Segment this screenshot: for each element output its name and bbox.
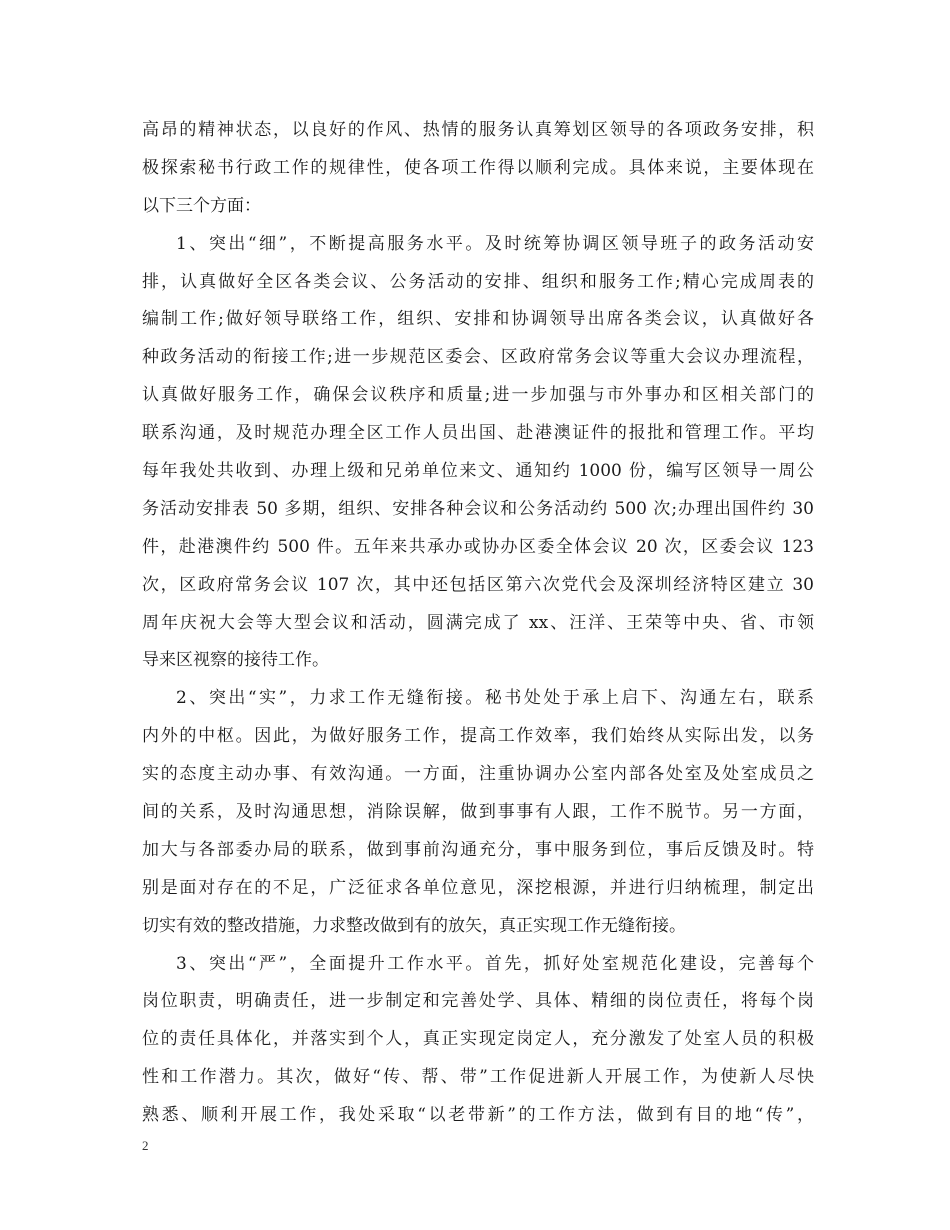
text-line: 以下三个方面： [142,195,261,216]
text-line: 周年庆祝大会等大型会议和活动，圆满完成了 xx、汪洋、王荣等中央、省、市领 [142,612,814,633]
text-line: 认真做好服务工作，确保会议秩序和质量;进一步加强与市外事办和区相关部门的 [142,385,814,406]
text-line: 每年我处共收到、办理上级和兄弟单位来文、通知约 1000 份，编写区领导一周公 [142,461,814,482]
paragraph-3-first-line: 3、突出“严”，全面提升工作水平。首先，抓好处室规范化建设，完善每个 [176,953,814,974]
text-line: 极探索秘书行政工作的规律性，使各项工作得以顺利完成。具体来说，主要体现在 [142,157,814,178]
text-line: 编制工作;做好领导联络工作，组织、安排和协调领导出席各类会议，认真做好各 [142,309,814,330]
text-line: 切实有效的整改措施，力求整改做到有的放矢，真正实现工作无缝衔接。 [142,915,686,936]
text-line: 位的责任具体化，并落实到个人，真正实现定岗定人，充分激发了处室人员的积极 [142,1029,814,1050]
paragraph-1-first-line: 1、突出“细”，不断提高服务水平。及时统筹协调区领导班子的政务活动安 [176,233,814,254]
text-line: 件，赴港澳件约 500 件。五年来共承办或协办区委全体会议 20 次，区委会议 123 [142,536,814,557]
text-line: 性和工作潜力。其次，做好“传、帮、带”工作促进新人开展工作，为使新人尽快 [142,1067,814,1088]
page-number: 2 [142,1138,149,1153]
text-line: 次，区政府常务会议 107 次，其中还包括区第六次党代会及深圳经济特区建立 30 [142,574,814,595]
text-line: 实的态度主动办事、有效沟通。一方面，注重协调办公室内部各处室及处室成员之 [142,764,814,785]
text-line: 务活动安排表 50 多期，组织、安排各种会议和公务活动约 500 次;办理出国件约 30 [142,498,814,519]
text-line: 熟悉、顺利开展工作，我处采取“以老带新”的工作方法，做到有目的地“传”， [142,1105,814,1126]
text-line: 别是面对存在的不足，广泛征求各单位意见，深挖根源，并进行归纳梳理，制定出 [142,877,814,898]
text-line: 联系沟通，及时规范办理全区工作人员出国、赴港澳证件的报批和管理工作。平均 [142,423,814,444]
body-text [142,112,814,1135]
text-line: 高昂的精神状态，以良好的作风、热情的服务认真筹划区领导的各项政务安排，积 [142,120,814,140]
text-line: 内外的中枢。因此，为做好服务工作，提高工作效率，我们始终从实际出发，以务 [142,726,814,747]
text-line: 排，认真做好全区各类会议、公务活动的安排、组织和服务工作;精心完成周表的 [142,271,814,292]
text-line: 种政务活动的衔接工作;进一步规范区委会、区政府常务会议等重大会议办理流程， [142,347,814,368]
text-line: 间的关系，及时沟通思想，消除误解，做到事事有人跟，工作不脱节。另一方面， [142,802,814,823]
paragraph-2-first-line: 2、突出“实”，力求工作无缝衔接。秘书处处于承上启下、沟通左右，联系 [176,688,814,709]
text-line: 加大与各部委办局的联系，做到事前沟通充分，事中服务到位，事后反馈及时。特 [142,839,814,860]
text-line: 岗位职责，明确责任，进一步制定和完善处学、具体、精细的岗位责任，将每个岗 [142,991,814,1012]
text-line: 导来区视察的接待工作。 [142,650,329,671]
